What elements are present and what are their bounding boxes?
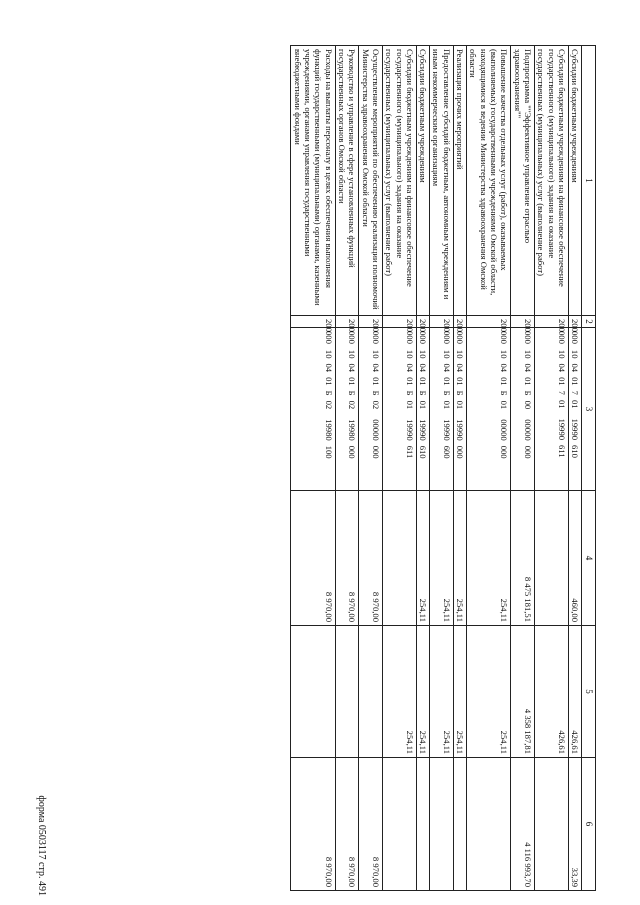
row-executed-cell: 254,11 [416,626,429,758]
row-approved-cell: 254,11 [453,491,466,626]
row-name-cell: Субсидии бюджетным учреждениям на финансовое обеспечение государственного (муниципального) задания на оказание государственных (муниципальных) услуг (выполнение работ) [382,46,416,316]
code-segment: 19990 [404,419,415,441]
row-budget-code-cell [382,328,416,491]
code-segment: 000 [441,331,452,344]
code-segment: Б [441,390,452,396]
code-segment: 01 [570,399,581,409]
code-segment: 04 [570,363,581,373]
code-segment: 610 [418,445,429,459]
table-row [359,46,383,891]
table-row [534,46,568,891]
code-segment: 10 [556,349,567,359]
row-unexecuted-cell [467,758,511,891]
row-executed-cell: 4 358 187,81 [511,626,535,758]
code-segment: 600 [441,445,452,459]
row-name-cell: Реализация прочих мероприятий [453,46,466,316]
code-segment: 01 [323,377,334,386]
code-segment: 01 [347,377,358,386]
code-segment: 000 [522,331,533,344]
code-segment: 610 [570,445,581,458]
code-segment: 01 [418,400,429,410]
table-row [382,46,416,891]
row-approved-cell: 254,11 [430,491,454,626]
code-segment: 7 [556,390,567,395]
code-segment: 04 [441,363,452,373]
row-name-cell: Расходы на выплаты персоналу в целях обеспечения выполнения функций государственными (муниципальными) органами, казенными учреждениями, органами управления государственными внебюджетными фондами [291,46,335,316]
code-segment: 19990 [556,418,567,441]
header-row [582,46,596,891]
code-segment: 01 [370,377,381,386]
row-budget-code-cell [534,328,568,491]
code-segment: 10 [441,349,452,359]
code-segment: Б [455,390,466,396]
column-header: 2 [582,316,596,328]
code-segment: 19980 [323,419,334,441]
code-segment: 01 [404,400,415,410]
code-segment: 10 [323,349,334,359]
row-unexecuted-cell [382,758,416,891]
row-line-code-cell: 200 [511,316,535,328]
budget-table [290,45,596,891]
code-segment: 10 [404,349,415,359]
row-unexecuted-cell: 8 970,00 [359,758,383,891]
row-unexecuted-cell [534,758,568,891]
row-budget-code-cell [511,328,535,491]
row-executed-cell [359,626,383,758]
code-segment: 00000 [370,419,381,441]
code-segment: 04 [556,363,567,373]
code-segment: 611 [556,445,567,458]
row-name-cell: Предоставление субсидий бюджетным, автономным учреждениям и иным некоммерческим организациям [430,46,454,316]
code-segment: 00000 [499,419,510,441]
row-line-code-cell: 200 [467,316,511,328]
row-unexecuted-cell [430,758,454,891]
row-approved-cell: 254,11 [416,491,429,626]
row-line-code-cell: 200 [568,316,581,328]
code-segment: 04 [323,363,334,373]
code-segment: 01 [556,399,567,409]
code-segment: 10 [499,349,510,359]
table-row [511,46,535,891]
table-row [416,46,429,891]
code-segment: 000 [323,331,334,344]
code-segment: 611 [404,445,415,459]
code-segment: 19990 [570,418,581,441]
code-segment: 000 [499,445,510,459]
row-budget-code-cell [416,328,429,491]
code-segment: Б [499,390,510,396]
row-name-cell: Субсидии бюджетным учреждениям на финансовое обеспечение государственного (муниципального) задания на оказание государственных (муниципальных) услуг (выполнение работ) [534,46,568,316]
row-budget-code-cell [568,328,581,491]
code-segment: 000 [455,445,466,459]
row-approved-cell: 8 475 181,51 [511,491,535,626]
code-segment: 000 [370,445,381,459]
row-name-cell: Субсидии бюджетным учреждениям [568,46,581,316]
row-name-cell: Подпрограмма ""Эффективное управление отраслью здравоохранения"" [511,46,535,316]
row-approved-cell: 8 970,00 [291,491,335,626]
code-segment: Б [404,390,415,396]
code-segment: 7 [570,390,581,395]
code-segment: 000 [347,331,358,344]
row-name-cell: Повышение качества отдельных услуг (работ), оказываемых (выполняемых) государственными учреждениями Омской области, находящимися в ведении Министерства здравоохранения Омской области [467,46,511,316]
row-name-cell: Осуществление мероприятий по обеспечению реализации полномочий Министерства здравоохранения Омской области [359,46,383,316]
table-row [467,46,511,891]
code-segment: 01 [499,377,510,386]
row-approved-cell: 8 970,00 [359,491,383,626]
row-line-code-cell: 200 [382,316,416,328]
row-executed-cell: 254,11 [467,626,511,758]
code-segment: 100 [323,445,334,459]
code-segment: 04 [455,363,466,373]
row-line-code-cell: 200 [359,316,383,328]
row-unexecuted-cell: 8 970,00 [291,758,335,891]
row-unexecuted-cell: 4 116 993,70 [511,758,535,891]
code-segment: 02 [370,400,381,410]
code-segment: 000 [418,331,429,344]
row-name-cell: Руководство и управление в сфере установленных функций государственных органов Омской области [335,46,359,316]
code-segment: 10 [347,349,358,359]
code-segment: 04 [404,363,415,373]
code-segment: 02 [347,400,358,410]
column-header: 3 [582,328,596,491]
code-segment: 01 [404,377,415,386]
code-segment: Б [522,390,533,396]
table-row [430,46,454,891]
column-header: 1 [582,46,596,316]
code-segment: 19990 [455,419,466,441]
row-name-cell: Субсидии бюджетным учреждениям [416,46,429,316]
row-approved-cell: 254,11 [467,491,511,626]
code-segment: 000 [570,331,581,344]
table-row [335,46,359,891]
row-line-code-cell: 200 [453,316,466,328]
code-segment: 01 [499,400,510,410]
code-segment: 04 [418,363,429,373]
row-line-code-cell: 200 [534,316,568,328]
code-segment: 000 [370,331,381,344]
row-budget-code-cell [359,328,383,491]
column-header: 4 [582,491,596,626]
row-executed-cell: 254,11 [382,626,416,758]
code-segment: 10 [418,349,429,359]
table-row [453,46,466,891]
code-segment: 01 [441,400,452,410]
code-segment: 000 [404,331,415,344]
row-line-code-cell: 200 [416,316,429,328]
code-segment: 01 [556,377,567,386]
code-segment: 01 [570,377,581,386]
code-segment: 01 [441,377,452,386]
row-approved-cell [534,491,568,626]
code-segment: 04 [499,363,510,373]
code-segment: 04 [370,363,381,373]
row-approved-cell: 460,00 [568,491,581,626]
code-segment: Б [370,390,381,396]
code-segment: 000 [556,331,567,344]
code-segment: 000 [522,445,533,459]
row-unexecuted-cell [416,758,429,891]
code-segment: 04 [347,363,358,373]
form-label: форма 0503117 стр. 491 [36,795,47,896]
code-segment: 10 [570,349,581,359]
row-executed-cell: 426,61 [568,626,581,758]
code-segment: 10 [370,349,381,359]
code-segment: 000 [347,445,358,459]
row-budget-code-cell [430,328,454,491]
code-segment: 19980 [347,419,358,441]
code-segment: 19990 [418,419,429,441]
code-segment: 19990 [441,419,452,441]
row-approved-cell [382,491,416,626]
code-segment: 04 [522,363,533,373]
row-executed-cell [291,626,335,758]
code-segment: 10 [522,349,533,359]
code-segment: 02 [323,400,334,410]
code-segment: 01 [455,377,466,386]
row-line-code-cell: 200 [335,316,359,328]
row-budget-code-cell [291,328,335,491]
row-unexecuted-cell [453,758,466,891]
code-segment: 000 [455,331,466,344]
row-approved-cell: 8 970,00 [335,491,359,626]
code-segment: Б [347,390,358,396]
row-budget-code-cell [453,328,466,491]
code-segment: 10 [455,349,466,359]
code-segment: 01 [418,377,429,386]
row-executed-cell [335,626,359,758]
table-row [568,46,581,891]
row-budget-code-cell [335,328,359,491]
code-segment: 00 [522,400,533,410]
code-segment: 000 [499,331,510,344]
row-line-code-cell: 200 [430,316,454,328]
code-segment: Б [418,390,429,396]
code-segment: 01 [522,377,533,386]
row-unexecuted-cell: 33,39 [568,758,581,891]
table-row [291,46,335,891]
row-line-code-cell: 200 [291,316,335,328]
code-segment: Б [323,390,334,396]
row-executed-cell: 254,11 [453,626,466,758]
row-executed-cell: 426,61 [534,626,568,758]
row-executed-cell: 254,11 [430,626,454,758]
code-segment: 00000 [522,419,533,441]
row-unexecuted-cell: 8 970,00 [335,758,359,891]
column-header: 6 [582,758,596,891]
column-header: 5 [582,626,596,758]
code-segment: 01 [455,400,466,410]
row-budget-code-cell [467,328,511,491]
